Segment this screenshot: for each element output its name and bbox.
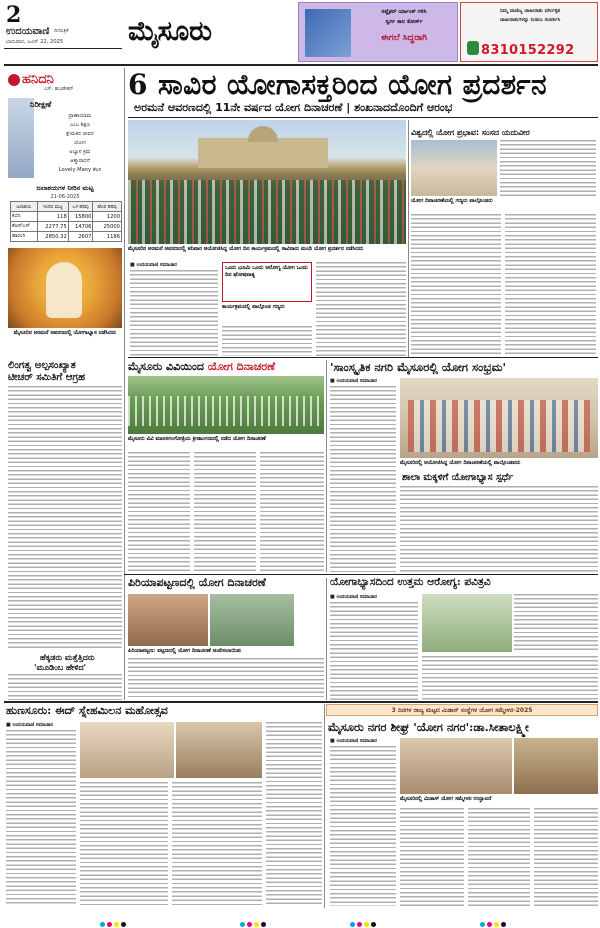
mid-left-text bbox=[194, 452, 256, 572]
sidebox-text bbox=[505, 214, 596, 356]
column-box-line: ಕ್ಷೇಮಕರ ಜೀವನ bbox=[66, 131, 94, 137]
phone-icon bbox=[467, 41, 479, 55]
bottom-right-text bbox=[534, 808, 598, 906]
sidebox-title[interactable]: ವಿಶ್ವದಲ್ಲಿ ಯೋಗ ಪ್ರಭಾವ: ಸಂಸದ ಯದುವೀರ bbox=[411, 128, 530, 137]
lower-left-caption: ಪಿರಿಯಾಪಟ್ಟಣ: ಪಟ್ಟಣದಲ್ಲಿ ಯೋಗ ದಿನಾಚರಣೆ ಆಚರಿಸಲಾಯಿತು bbox=[128, 648, 242, 654]
lower-left-text bbox=[128, 658, 324, 700]
ad-classifieds-line1: ನಿಮ್ಮ ವಾಣಿಜ್ಯ ಜಾಹೀರಾತು ವರ್ಗೀಕೃತ bbox=[499, 8, 561, 14]
sidebox-text bbox=[500, 140, 596, 196]
table-cell: 2277.75 bbox=[37, 222, 68, 232]
lead-quote-box bbox=[222, 262, 312, 302]
table-header: ಇಂದಿನ ಮಟ್ಟ bbox=[37, 202, 68, 212]
column-box-line: ಪ್ರಾಣಾಯಾಮ bbox=[68, 113, 92, 119]
lead-body-text bbox=[222, 326, 312, 356]
section-rule bbox=[4, 701, 598, 703]
bottom-right-text bbox=[330, 746, 396, 906]
bottom-right-photo-2 bbox=[514, 738, 598, 794]
lower-right-text bbox=[422, 656, 598, 700]
lower-right-text bbox=[514, 594, 598, 652]
table-row bbox=[11, 222, 122, 232]
lower-photo-2 bbox=[210, 594, 294, 646]
bottom-left-text bbox=[172, 782, 262, 906]
mid-right-text bbox=[330, 386, 396, 572]
header-rule bbox=[4, 64, 598, 66]
table-header: ಹೊರ ಹರಿವು bbox=[93, 202, 122, 212]
column-divider bbox=[326, 578, 327, 700]
column-box-line: ಎಂಬ ಶಿಕ್ಷಣ bbox=[69, 122, 91, 128]
ad-coaching-line1: ಸಪ್ಲೈಕರ್ ರ್ಯಾಂಕ್ ಗಳಿಸಿ bbox=[381, 9, 427, 15]
mid-sub-headline[interactable]: ಶಾಲಾ ಮಕ್ಕಳಿಗೆ ಯೋಗಾಭ್ಯಾಸ ಸ್ಪರ್ಧೆ bbox=[402, 472, 514, 483]
column-box-line: Lovely Many ಕೆಲಸ bbox=[58, 167, 102, 173]
table-cell: 2607 bbox=[68, 232, 93, 242]
column-box-line: ಆತ್ಮಾರಾಧನೆ bbox=[70, 158, 90, 164]
lead-quote-2: ಕಾರ್ಯಕ್ರಮದಲ್ಲಿ ಪಾಲ್ಗೊಂಡ ಗಣ್ಯರು bbox=[222, 304, 285, 310]
bottom-left-photo-1 bbox=[80, 722, 174, 778]
table-cell: 2850.32 bbox=[37, 232, 68, 242]
ad-coaching-image bbox=[305, 9, 351, 57]
crowd-texture bbox=[128, 180, 406, 244]
table-cell: 118 bbox=[37, 212, 68, 222]
lead-headline[interactable]: 6 ಸಾವಿರ ಯೋಗಾಸಕ್ತರಿಂದ ಯೋಗ ಪ್ರದರ್ಶನ bbox=[128, 68, 547, 101]
masthead-rule bbox=[4, 48, 122, 49]
bottom-left-photo-2 bbox=[176, 722, 262, 778]
paper-name: ಉದಯವಾಣಿ bbox=[6, 26, 50, 37]
lower-right-byline: ■ ಉದಯವಾಣಿ ಸಮಾಚಾರ bbox=[330, 594, 377, 600]
lead-body-text bbox=[130, 270, 218, 356]
table-cell: ಕಬಿನಿ bbox=[11, 212, 38, 222]
registration-marks bbox=[350, 912, 378, 918]
table-row bbox=[11, 232, 122, 242]
ad-classifieds[interactable] bbox=[460, 2, 598, 62]
table-cell: 1186 bbox=[93, 232, 122, 242]
column-logo: ಹನಿದನಿ bbox=[22, 72, 54, 87]
paper-tag: ದಿನಪತ್ರಿಕೆ bbox=[54, 28, 69, 34]
section-rule bbox=[128, 357, 598, 358]
bottom-left-byline: ■ ಉದಯವಾಣಿ ಸಮಾಚಾರ bbox=[6, 722, 53, 728]
bottom-left-text bbox=[266, 722, 322, 906]
ad-classifieds-line2: ಜಾಹೀರಾತುಗಳನ್ನು ನೀಡಲು ಸಂಪರ್ಕಿಸಿ bbox=[499, 17, 561, 23]
bottom-right-headline[interactable]: ಮೈಸೂರು ನಗರ ಶೀಘ್ರ 'ಯೋಗ ನಗರ':ಡಾ.ಸೀತಾಲಕ್ಷ್ಮೀ bbox=[328, 720, 529, 734]
table-row bbox=[11, 212, 122, 222]
ad-coaching-line3: ಈಗಲೆ ಸಿದ್ಧರಾಗಿ bbox=[380, 33, 428, 43]
mid-right-headline[interactable]: 'ಸಾಂಸ್ಕೃತಿಕ ನಗರಿ ಮೈಸೂರಲ್ಲಿ ಯೋಗ ಸಂಭ್ರಮ' bbox=[330, 360, 507, 374]
mid-left-text bbox=[260, 452, 324, 572]
column-author: ಎಸ್. ಹುಂಡೇಕರ್ bbox=[44, 86, 74, 92]
yoga-guru-caption: ಮೈಸೂರಿನ ಅರಮನೆ ಆವರಣದಲ್ಲಿ ಯೋಗಾಭ್ಯಾಸ ನಡೆಸಿದರು bbox=[13, 330, 117, 336]
section-rule bbox=[124, 574, 598, 575]
registration-marks bbox=[480, 912, 508, 918]
table-cell: 14706 bbox=[68, 222, 93, 232]
dateline: ಭಾನುವಾರ, ಜೂನ್ 22, 2025 bbox=[6, 39, 64, 45]
column-divider bbox=[408, 120, 409, 358]
sidebox-photo bbox=[411, 140, 497, 196]
bottom-left-headline[interactable]: ಹುಣಸೂರು: ಈದ್ ಸ್ನೇಹಮಿಲನ ಮಹೋತ್ಸವ bbox=[6, 704, 168, 717]
story-headline[interactable]: ಲಿಂಗತ್ವ ಅಲ್ಪಸಂಖ್ಯಾತ bbox=[8, 360, 76, 371]
bottom-right-caption: ಮೈಸೂರಿನಲ್ಲಿ ಮಿಡಾಸ್ ಯೋಗ ಸಮ್ಮೇಳನ ಉದ್ಘಾಟನೆ bbox=[400, 796, 492, 802]
section-title: ಮೈಸೂರು bbox=[128, 16, 212, 47]
mid-left-headline[interactable] bbox=[128, 360, 275, 374]
mid-right-caption: ಮೈಸೂರಿನಲ್ಲಿ ಆಯೋಜಿಸಿದ್ದ ಯೋಗ ದಿನಾಚರಣೆಯಲ್ಲಿ ಪಾಲ್ಗೊಂಡವರು bbox=[400, 460, 521, 466]
lower-left-headline[interactable]: ಪಿರಿಯಾಪಟ್ಟಣದಲ್ಲಿ ಯೋಗ ದಿನಾಚರಣೆ bbox=[128, 576, 266, 589]
ad-classifieds-phone[interactable]: 8310152292 bbox=[481, 43, 575, 58]
mid-left-photo bbox=[128, 376, 324, 434]
table-cell: ಕೆಆರ್‌ಎಸ್ bbox=[11, 222, 38, 232]
registration-marks bbox=[100, 912, 128, 918]
page-number: 2 bbox=[6, 2, 22, 28]
drop-icon bbox=[8, 74, 20, 86]
story-body-text bbox=[8, 386, 122, 648]
bottom-right-text bbox=[468, 808, 530, 906]
table-cell: 15800 bbox=[68, 212, 93, 222]
table-header: ಜಲಾಶಯ bbox=[11, 202, 38, 212]
lead-byline: ■ ಉದಯವಾಣಿ ಸಮಾಚಾರ bbox=[130, 262, 177, 268]
palace-shape bbox=[198, 138, 328, 168]
lead-quote: ಒಂದು ಭೂಮಿ ಒಂದು ಆರೋಗ್ಯ ಯೋಗ ಒಂದು ದಿನ ಘೋಷವಾಕ್ಯ bbox=[225, 265, 308, 278]
people-texture bbox=[408, 400, 590, 452]
mid-left-caption: ಮೈಸೂರು ವಿವಿ ಮಾನಸಗಂಗೋತ್ರಿಯ ಕ್ರೀಡಾಂಗಣದಲ್ಲಿ ನಡೆದ ಯೋಗ ದಿನಾಚರಣೆ bbox=[128, 436, 266, 442]
headline-kicker: ಯೋಗ ದಿನಾಚರಣೆ bbox=[207, 360, 276, 373]
bottom-banner: 3 ದಿನಗಳ ರಾಜ್ಯ ಮಟ್ಟದ ಮಿಡಾಸ್‌ ಸಂಸ್ಥೆಗಳ ಯೋಗ ಸಮ್ಮೇಳನ-2025 bbox=[326, 704, 598, 716]
mid-right-text bbox=[400, 486, 598, 572]
story-headline[interactable]: 'ಮೂಡಿಂಬ ಹೇಳಿದ' bbox=[34, 662, 87, 672]
bottom-right-byline: ■ ಉದಯವಾಣಿ ಸಮಾಚಾರ bbox=[330, 738, 377, 744]
mid-left-text bbox=[128, 452, 190, 572]
lower-right-photo bbox=[422, 594, 512, 652]
bottom-right-photo-1 bbox=[400, 738, 512, 794]
water-level-title: ಜಲಾಶಯಗಳ ನೀರಿನ ಮಟ್ಟ bbox=[36, 184, 94, 192]
story-body-text bbox=[8, 674, 122, 700]
lower-right-text bbox=[330, 602, 418, 700]
ad-coaching-line2: ಸ್ವರ್ಗ ಕಾಲ ಕೋರ್ಸ್ bbox=[385, 19, 423, 25]
column-divider bbox=[326, 360, 327, 572]
headline-text: ಮೈಸೂರು ವಿವಿಯಿಂದ bbox=[128, 360, 208, 373]
lead-body-text bbox=[316, 262, 406, 356]
bottom-right-text bbox=[400, 808, 464, 906]
lower-right-headline[interactable]: ಯೋಗಾಭ್ಯಾಸದಿಂದ ಉತ್ತಮ ಆರೋಗ್ಯ: ಪವಿತ್ರವಿ bbox=[330, 576, 491, 588]
column-box-title: ನಿರೀಕ್ಷಣೆ bbox=[30, 100, 52, 109]
lead-photo-caption: ಮೈಸೂರಿನ ಅರಮನೆ ಆವರಣದಲ್ಲಿ ಶನಿವಾರ ಆಯೋಜಿಸಿದ್ದ ಯೋಗ ದಿನ ಕಾರ್ಯಕ್ರಮದಲ್ಲಿ ಸಾವಿರಾರು ಮಂದಿ ಯೋಗ ಪ್ರದರ್ಶನ ನಡೆಸಿದರು bbox=[128, 246, 364, 252]
story-headline[interactable]: ಹೆಕ್ಕಡರು ಮತ್ತೆತ್ತಿದರು bbox=[40, 652, 95, 662]
sidebox-caption: ಯೋಗ ದಿನಾಚರಣೆಯಲ್ಲಿ ಗಣ್ಯರು ಪಾಲ್ಗೊಂಡರು bbox=[411, 198, 493, 204]
story-headline[interactable]: ಟೀಚರ್ ಸಮಿತಿಗೆ ಆಗ್ರಹ bbox=[8, 372, 86, 383]
author-portrait bbox=[8, 98, 34, 178]
table-cell: 25000 bbox=[93, 222, 122, 232]
mid-right-photo bbox=[400, 378, 598, 458]
column-box-line: ಅಭ್ಯಾಸ ಕ್ರಮ bbox=[69, 149, 91, 155]
yoga-guru-photo bbox=[8, 248, 122, 328]
registration-marks bbox=[240, 912, 268, 918]
lead-rule bbox=[128, 117, 598, 118]
mid-right-byline: ■ ಉದಯವಾಣಿ ಸಮಾಚಾರ bbox=[330, 378, 377, 384]
palace-dome bbox=[248, 126, 278, 142]
photo-figure bbox=[46, 262, 82, 318]
crowd-texture bbox=[128, 396, 324, 426]
bottom-left-text bbox=[80, 782, 168, 906]
column-divider bbox=[324, 704, 325, 908]
lower-photo-1 bbox=[128, 594, 208, 646]
column-box-body bbox=[36, 112, 124, 175]
water-level-table bbox=[10, 201, 122, 242]
table-cell: 1200 bbox=[93, 212, 122, 222]
ad-coaching[interactable] bbox=[298, 2, 458, 62]
water-level-date: 21-06-2025 bbox=[50, 194, 80, 200]
column-divider bbox=[124, 68, 125, 700]
lead-subheadline: ಅರಮನೆ ಆವರಣದಲ್ಲಿ 11ನೇ ವರ್ಷದ ಯೋಗ ದಿನಾಚರಣೆ | ಶಂಖನಾದದೊಂದಿಗೆ ಆರಂಭ bbox=[134, 101, 453, 114]
table-cell: ಹಾರಂಗಿ bbox=[11, 232, 38, 242]
lead-photo-palace bbox=[128, 120, 406, 244]
bottom-left-text bbox=[6, 730, 76, 906]
table-header: ಒಳ ಹರಿವು bbox=[68, 202, 93, 212]
column-box-line: ಯೋಗ bbox=[74, 140, 86, 146]
sidebox-text bbox=[411, 214, 501, 356]
